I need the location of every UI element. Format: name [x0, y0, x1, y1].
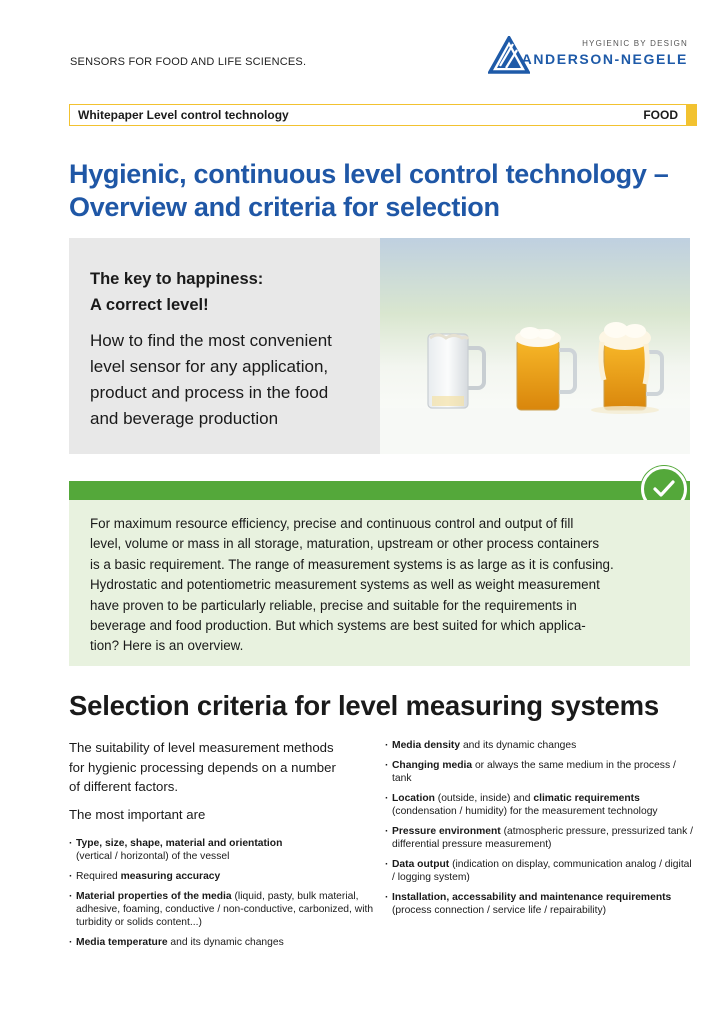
tagline: SENSORS FOR FOOD AND LIFE SCIENCES.	[70, 56, 307, 68]
item-text: (liquid, pasty, bulk material, adhesive, foaming, conductive / non-conductive, carbonized, with turbidity or solids content...)	[76, 890, 374, 928]
page-title	[69, 158, 699, 224]
hero-key-line-1: The key to happiness:	[90, 270, 264, 288]
title-line-1: Hygienic, continuous level control technology –	[69, 159, 669, 189]
item-bold: Installation, accessability and maintenance requirements	[392, 892, 672, 903]
title-line-2: Overview and criteria for selection	[69, 192, 500, 222]
list-item	[385, 739, 695, 752]
intro-line: beverage and food production. But which systems are best suited for which applica-	[90, 618, 586, 634]
item-bold: Data output	[392, 859, 450, 870]
document-category-bar	[69, 104, 697, 126]
item-bold: Changing media	[392, 760, 473, 771]
intro-text-box	[69, 500, 690, 666]
hero-key-line-2: A correct level!	[90, 296, 209, 314]
intro-line: have proven to be particularly reliable, precise and suitable for the requirements in	[90, 597, 577, 613]
intro-line: Hydrostatic and potentiometric measurement systems as well as weight measurement	[90, 577, 600, 593]
criteria-list-left	[69, 837, 379, 949]
anderson-negele-logo[interactable]	[488, 36, 688, 76]
hero-description-line: product and process in the food	[90, 383, 329, 402]
intro-line: is a basic requirement. The range of measurement systems is as large as it is confusing.	[90, 556, 614, 572]
item-text: (condensation / humidity) for the measurement technology	[392, 806, 658, 817]
section-lead	[69, 738, 379, 797]
hero-description	[90, 328, 360, 432]
lead-line: for hygienic processing depends on a number	[69, 759, 336, 775]
list-item	[385, 759, 695, 785]
item-text: (outside, inside) and	[434, 793, 534, 804]
intro-line: level, volume or mass in all storage, maturation, upstream or other process containers	[90, 536, 600, 552]
three-beer-mugs-icon	[380, 238, 690, 454]
item-text: and its dynamic changes	[167, 936, 284, 948]
intro-line: tion? Here is an overview.	[90, 638, 244, 654]
lead-line: of different factors.	[69, 779, 178, 794]
criteria-list-right	[385, 739, 695, 917]
hero-description-line: How to find the most convenient	[90, 331, 332, 350]
item-text: and its dynamic changes	[460, 740, 577, 751]
category-label: FOOD	[643, 108, 678, 122]
logo-tagline: HYGIENIC BY DESIGN	[582, 39, 688, 48]
item-text: (atmospheric pressure, pressurized tank / differential pressure measurement)	[392, 826, 694, 850]
item-bold: climatic requirements	[533, 793, 640, 804]
item-bold: Location	[392, 793, 435, 804]
hero-description-line: level sensor for any application,	[90, 357, 329, 376]
document-type-label: Whitepaper Level control technology	[78, 108, 289, 122]
criteria-column-left	[69, 738, 379, 956]
section-lead-2: The most important are	[69, 806, 206, 822]
list-item	[69, 890, 379, 929]
intro-line: For maximum resource efficiency, precise and continuous control and output of fill	[90, 516, 574, 531]
hero-description-line: and beverage production	[90, 409, 279, 428]
criteria-column-right	[385, 739, 695, 924]
logo-brand-name: ANDERSON-NEGELE	[521, 51, 688, 67]
section-heading: Selection criteria for level measuring systems	[69, 690, 659, 721]
item-bold: Type, size, shape, material and orientation	[76, 837, 283, 849]
lead-line: The suitability of level measurement methods	[69, 740, 334, 755]
item-bold: Material properties of the media	[76, 890, 232, 902]
list-item	[385, 792, 695, 818]
item-bold: measuring accuracy	[120, 870, 221, 882]
beer-mugs-image	[380, 238, 690, 454]
list-item	[385, 891, 695, 917]
list-item	[385, 858, 695, 884]
item-text: Required	[76, 870, 121, 882]
item-text: (vertical / horizontal) of the vessel	[76, 850, 230, 862]
item-bold: Pressure environment	[392, 826, 501, 837]
intro-accent-bar	[69, 481, 690, 500]
list-item	[69, 936, 379, 949]
list-item	[69, 837, 379, 863]
item-text: (process connection / service life / repairability)	[392, 905, 607, 916]
item-text: (indication on display, communication analog / digital / logging system)	[392, 859, 692, 883]
item-text: or always the same medium in the process / tank	[392, 760, 676, 784]
list-item	[69, 870, 379, 883]
list-item	[385, 825, 695, 851]
item-bold: Media density	[392, 740, 461, 751]
item-bold: Media temperature	[76, 936, 168, 948]
hero-text-box	[69, 238, 380, 454]
